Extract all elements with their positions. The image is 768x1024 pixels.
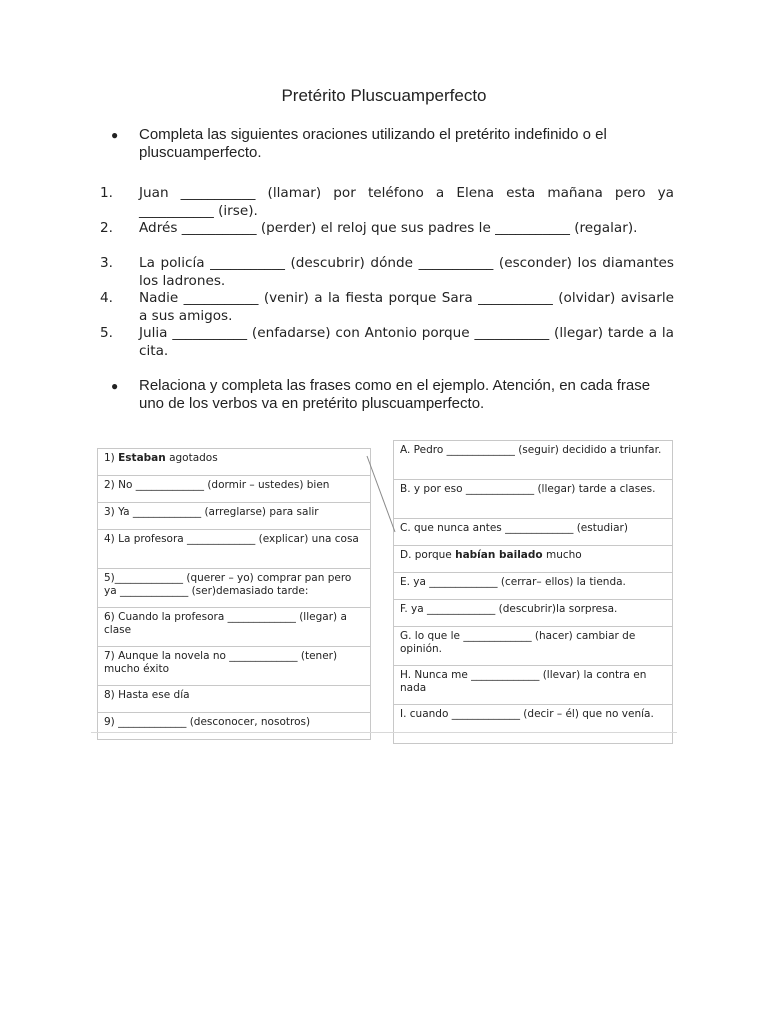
- exercise-text: Julia ___________ (enfadarse) con Antonio porque ___________ (llegar) tarde a la cita.: [139, 325, 674, 359]
- right-item-text: A. Pedro _____________ (seguir) decidido a triunfar.: [400, 444, 662, 456]
- exercise-text: La policía ___________ (descubrir) dónde ___________ (esconder) los diamantes los ladrones.: [139, 255, 674, 289]
- right-item-text: E. ya _____________ (cerrar– ellos) la tienda.: [400, 576, 626, 588]
- right-item-text: G. lo que le _____________ (hacer) cambiar de opinión.: [400, 630, 636, 655]
- exercise-item: [100, 255, 674, 290]
- left-item-text: 4) La profesora _____________ (explicar) una cosa: [104, 533, 359, 545]
- right-item-text: B. y por eso _____________ (llegar) tarde a clases.: [400, 483, 656, 495]
- divider: [91, 732, 677, 733]
- right-item-text: mucho: [542, 549, 582, 561]
- right-item-text: I. cuando _____________ (decir – él) que no venía.: [400, 708, 654, 720]
- instruction-bullet: [111, 126, 659, 162]
- left-item-text: 2) No _____________ (dormir – ustedes) bien: [104, 479, 330, 491]
- bullet-icon: ●: [111, 379, 119, 393]
- left-item-text: agotados: [165, 452, 218, 464]
- exercise-item: [100, 220, 674, 255]
- left-item-text: 3) Ya _____________ (arreglarse) para salir: [104, 506, 319, 518]
- right-item-text: H. Nunca me _____________ (llevar) la contra en nada: [400, 669, 647, 694]
- exercise-number: 1.: [100, 185, 113, 201]
- left-item-bold-verb: Estaban: [118, 452, 166, 464]
- instruction-bullet: [111, 377, 679, 413]
- exercise-text: Nadie ___________ (venir) a la fiesta porque Sara ___________ (olvidar) avisarle a sus amigos.: [139, 290, 674, 324]
- exercise-number: 2.: [100, 220, 113, 236]
- exercise-list: [100, 185, 674, 360]
- page-title: Pretérito Pluscuamperfecto: [281, 86, 487, 105]
- exercise-item: [100, 325, 674, 360]
- left-item-text: 9) _____________ (desconocer, nosotros): [104, 716, 311, 728]
- exercise-item: [100, 185, 674, 220]
- exercise-text: Juan ___________ (llamar) por teléfono a Elena esta mañana pero ya ___________ (irse).: [139, 185, 674, 219]
- bullet-icon: ●: [111, 128, 119, 142]
- right-item-text: F. ya _____________ (descubrir)la sorpresa.: [400, 603, 618, 615]
- left-item-text: 5)_____________ (querer – yo) comprar pan pero ya _____________ (ser)demasiado tarde:: [104, 572, 352, 597]
- left-item-text: 6) Cuando la profesora _____________ (llegar) a clase: [104, 611, 347, 636]
- left-item-text: 8) Hasta ese día: [104, 689, 190, 701]
- exercise-item: [100, 290, 674, 325]
- right-item-bold-verb: habían bailado: [455, 549, 543, 561]
- instruction-text: Relaciona y completa las frases como en el ejemplo. Atención, en cada frase uno de los verbos va en pretérito pluscuamperfecto.: [139, 377, 651, 412]
- right-item-text: C. que nunca antes _____________ (estudiar): [400, 522, 628, 534]
- right-item-text: D. porque: [400, 549, 456, 561]
- instruction-text: Completa las siguientes oraciones utilizando el pretérito indefinido o el pluscuamperfecto.: [139, 126, 607, 161]
- left-item-text: 7) Aunque la novela no _____________ (tener) mucho éxito: [104, 650, 338, 675]
- exercise-number: 5.: [100, 325, 113, 341]
- exercise-number: 4.: [100, 290, 113, 306]
- left-item-text: 1): [104, 452, 119, 464]
- connector-line: [91, 440, 677, 735]
- matching-exercise-image: [91, 440, 677, 735]
- exercise-number: 3.: [100, 255, 113, 271]
- exercise-text: Adrés ___________ (perder) el reloj que sus padres le ___________ (regalar).: [139, 220, 638, 236]
